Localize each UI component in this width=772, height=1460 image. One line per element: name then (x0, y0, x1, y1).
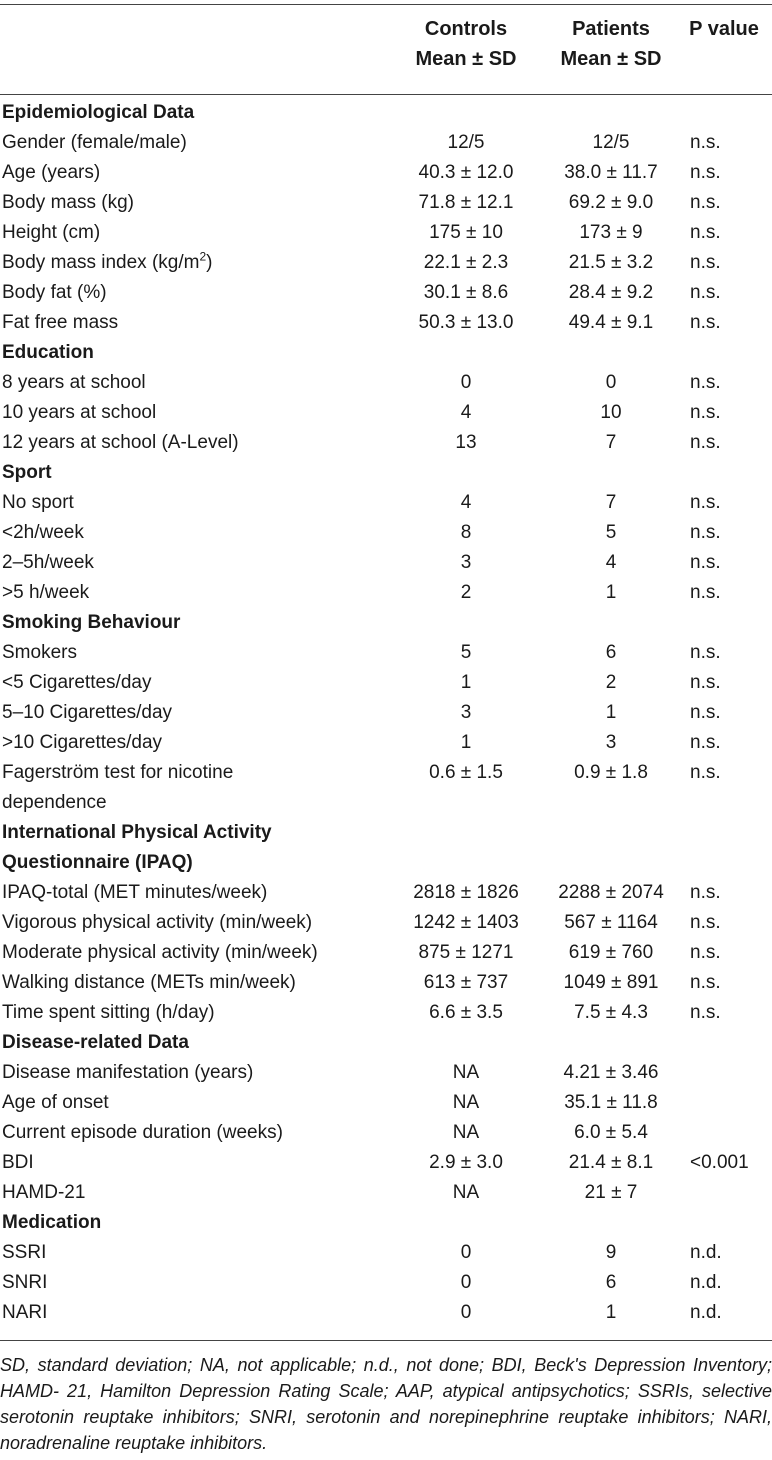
table-row (0, 698, 772, 728)
table-header (0, 14, 772, 74)
header-controls-line2: Mean ± SD (415, 48, 517, 70)
row-label (2, 1088, 382, 1118)
patients-value: 173 ± 9 (579, 222, 643, 243)
table-row (0, 578, 772, 608)
table-bottom-rule (0, 1340, 772, 1341)
controls-value: 8 (460, 522, 472, 543)
header-controls (386, 14, 546, 74)
p-value: n.d. (690, 1302, 722, 1323)
patients-value: 1049 ± 891 (563, 972, 659, 993)
controls-value: 1 (460, 672, 472, 693)
row-label-text: Fagerström test for nicotine (2, 762, 234, 783)
section-label (2, 1028, 382, 1058)
patients-value: 619 ± 760 (568, 942, 654, 963)
table-footnote: SD, standard deviation; NA, not applicable; n.d., not done; BDI, Beck's Depression Inventory; HAMD- 21, Hamilton Depression Rating Scale; AAP, atypical antipsychotics; SSRIs, selective serotonin reuptake inhibitors; SNRI, serotonin and norepinephrine reuptake inhibitors; NARI, noradrenaline reuptake inhibitors. (0, 1355, 772, 1453)
row-label (2, 368, 382, 398)
table-row (0, 278, 772, 308)
row-label-text: Epidemiological Data (2, 102, 195, 123)
row-label (2, 698, 382, 728)
patients-value: 7.5 ± 4.3 (574, 1002, 648, 1023)
controls-value: 13 (455, 432, 477, 453)
row-label (2, 158, 382, 188)
patients-value: 21.4 ± 8.1 (568, 1152, 654, 1173)
row-label-text: HAMD-21 (2, 1182, 86, 1203)
row-label-text: Fat free mass (2, 312, 119, 333)
row-label-text: Height (cm) (2, 222, 101, 243)
p-value: n.s. (690, 582, 721, 603)
row-label-text: SNRI (2, 1272, 48, 1293)
row-label-text: 5–10 Cigarettes/day (2, 702, 173, 723)
row-label (2, 1298, 382, 1328)
table-row (0, 938, 772, 968)
patients-value: 7 (605, 432, 617, 453)
section-header-row (0, 338, 772, 368)
row-label-text: Time spent sitting (h/day) (2, 1002, 215, 1023)
row-label-text: Body mass (kg) (2, 192, 134, 213)
p-value: n.s. (690, 192, 721, 213)
controls-value: NA (452, 1092, 480, 1113)
header-controls-line1: Controls (424, 18, 508, 40)
table-top-rule (0, 4, 772, 5)
table-row (0, 1268, 772, 1298)
table-row (0, 1058, 772, 1088)
row-label-text: NARI (2, 1302, 48, 1323)
controls-value: 4 (460, 492, 472, 513)
row-label-text: >10 Cigarettes/day (2, 732, 163, 753)
table-row (0, 728, 772, 758)
section-header-row (0, 1208, 772, 1238)
row-label (2, 1148, 382, 1178)
row-label-text: Body mass index (kg/m (2, 252, 200, 273)
controls-value: 5 (460, 642, 472, 663)
section-header-row (0, 98, 772, 128)
row-label-text: Age (years) (2, 162, 101, 183)
row-label (2, 548, 382, 578)
row-label-suffix: ) (206, 252, 213, 273)
p-value: n.s. (690, 312, 721, 333)
section-label (2, 818, 382, 848)
row-label-text: <2h/week (2, 522, 84, 543)
section-header-row (0, 458, 772, 488)
controls-value: 3 (460, 552, 472, 573)
row-label-text: 8 years at school (2, 372, 146, 393)
p-value: n.s. (690, 552, 721, 573)
row-label (2, 668, 382, 698)
table-row (0, 158, 772, 188)
row-label-text: Disease-related Data (2, 1032, 189, 1053)
p-value: n.s. (690, 762, 721, 783)
table-row (0, 878, 772, 908)
p-value: n.d. (690, 1242, 722, 1263)
row-label-text: >5 h/week (2, 582, 90, 603)
patients-value: 21 ± 7 (584, 1182, 638, 1203)
header-patients-line1: Patients (572, 18, 650, 40)
table-row (0, 398, 772, 428)
section-header-row (0, 1028, 772, 1058)
row-label (2, 1268, 382, 1298)
row-label (2, 878, 382, 908)
table-header-rule (0, 94, 772, 95)
row-label-text: Medication (2, 1212, 102, 1233)
row-label (2, 998, 382, 1028)
controls-value: 0 (460, 1272, 472, 1293)
table-row (0, 1118, 772, 1148)
row-label-text: Disease manifestation (years) (2, 1062, 254, 1083)
row-label (2, 518, 382, 548)
row-label (2, 248, 382, 278)
row-label-text: Current episode duration (weeks) (2, 1122, 283, 1143)
row-label-text: BDI (2, 1152, 34, 1173)
table-row (0, 758, 772, 818)
row-label (2, 758, 382, 818)
controls-value: 22.1 ± 2.3 (423, 252, 509, 273)
patients-value: 2288 ± 2074 (558, 882, 664, 903)
row-label (2, 1238, 382, 1268)
patients-value: 0 (605, 372, 617, 393)
controls-value: 2818 ± 1826 (413, 882, 519, 903)
controls-value: 0 (460, 1302, 472, 1323)
controls-value: 1242 ± 1403 (413, 912, 519, 933)
table-row (0, 668, 772, 698)
row-label-text: Body fat (%) (2, 282, 107, 303)
row-label (2, 1058, 382, 1088)
row-label-text: No sport (2, 492, 74, 513)
patients-value: 1 (605, 702, 617, 723)
patients-value: 12/5 (592, 132, 630, 153)
row-label (2, 968, 382, 998)
row-label-superscript: 2 (199, 249, 207, 264)
section-header-row (0, 818, 772, 848)
p-value: n.s. (690, 282, 721, 303)
patients-value: 0.9 ± 1.8 (574, 762, 648, 783)
controls-value: 4 (460, 402, 472, 423)
controls-value: NA (452, 1062, 480, 1083)
row-label-text: Moderate physical activity (min/week) (2, 942, 318, 963)
row-label (2, 488, 382, 518)
controls-value: 613 ± 737 (423, 972, 509, 993)
p-value: n.s. (690, 432, 721, 453)
table-row (0, 128, 772, 158)
section-label (2, 1208, 382, 1238)
controls-value: 175 ± 10 (429, 222, 503, 243)
patients-value: 3 (605, 732, 617, 753)
table-row (0, 188, 772, 218)
patients-value: 5 (605, 522, 617, 543)
patients-value: 38.0 ± 11.7 (564, 162, 658, 183)
row-label-text: Age of onset (2, 1092, 109, 1113)
table-row (0, 1298, 772, 1328)
row-label (2, 188, 382, 218)
section-label (2, 608, 382, 638)
header-pvalue (676, 14, 772, 44)
controls-value: 3 (460, 702, 472, 723)
patients-value: 4.21 ± 3.46 (563, 1062, 659, 1083)
p-value: n.s. (690, 402, 721, 423)
header-pvalue-label: P value (689, 18, 759, 40)
controls-value: 0 (460, 1242, 472, 1263)
controls-value: 2 (460, 582, 472, 603)
table-row (0, 248, 772, 278)
row-label (2, 908, 382, 938)
controls-value: 40.3 ± 12.0 (418, 162, 514, 183)
patients-value: 35.1 ± 11.8 (564, 1092, 658, 1113)
row-label-text: Smoking Behaviour (2, 612, 181, 633)
p-value: n.s. (690, 642, 721, 663)
row-label (2, 1178, 382, 1208)
patients-value: 49.4 ± 9.1 (568, 312, 654, 333)
p-value: n.s. (690, 222, 721, 243)
row-label (2, 218, 382, 248)
controls-value: 0 (460, 372, 472, 393)
row-label-text: Gender (female/male) (2, 132, 187, 153)
header-patients (546, 14, 676, 74)
controls-value: 2.9 ± 3.0 (429, 1152, 503, 1173)
row-label-text: International Physical Activity (2, 822, 272, 843)
row-label-text: Vigorous physical activity (min/week) (2, 912, 313, 933)
row-label-text-line2: dependence (2, 792, 107, 813)
table-row (0, 998, 772, 1028)
row-label-text: Questionnaire (IPAQ) (2, 852, 193, 873)
row-label-text: Sport (2, 462, 52, 483)
row-label-text: 12 years at school (A-Level) (2, 432, 239, 453)
table-row (0, 488, 772, 518)
row-label-text: Smokers (2, 642, 77, 663)
table-body (0, 98, 772, 1328)
section-label (2, 848, 382, 878)
patients-value: 21.5 ± 3.2 (568, 252, 654, 273)
p-value: n.s. (690, 522, 721, 543)
header-patients-line2: Mean ± SD (560, 48, 662, 70)
p-value: n.s. (690, 1002, 721, 1023)
row-label (2, 428, 382, 458)
p-value: n.s. (690, 672, 721, 693)
p-value: n.s. (690, 132, 721, 153)
table-row (0, 428, 772, 458)
p-value: n.s. (690, 882, 721, 903)
patients-value: 2 (605, 672, 617, 693)
p-value: n.d. (690, 1272, 722, 1293)
section-label (2, 458, 382, 488)
patients-value: 567 ± 1164 (564, 912, 658, 933)
row-label (2, 728, 382, 758)
patients-value: 28.4 ± 9.2 (568, 282, 654, 303)
row-label-text: Education (2, 342, 94, 363)
p-value: n.s. (690, 912, 721, 933)
table-row (0, 1148, 772, 1178)
table-row (0, 1238, 772, 1268)
p-value: n.s. (690, 252, 721, 273)
table-row (0, 548, 772, 578)
row-label-text: Walking distance (METs min/week) (2, 972, 296, 993)
controls-value: NA (452, 1122, 480, 1143)
controls-value: 71.8 ± 12.1 (418, 192, 514, 213)
p-value: n.s. (690, 942, 721, 963)
patients-value: 6 (605, 1272, 617, 1293)
controls-value: 12/5 (447, 132, 485, 153)
table-row (0, 218, 772, 248)
controls-value: 50.3 ± 13.0 (418, 312, 514, 333)
patients-value: 9 (605, 1242, 617, 1263)
row-label-text: IPAQ-total (MET minutes/week) (2, 882, 268, 903)
table-row (0, 1088, 772, 1118)
section-header-row (0, 848, 772, 878)
table-row (0, 518, 772, 548)
p-value: n.s. (690, 702, 721, 723)
p-value: n.s. (690, 372, 721, 393)
controls-value: 1 (460, 732, 472, 753)
patients-value: 1 (605, 1302, 617, 1323)
p-value: n.s. (690, 732, 721, 753)
p-value: <0.001 (690, 1152, 749, 1173)
patients-value: 69.2 ± 9.0 (568, 192, 654, 213)
patients-value: 7 (605, 492, 617, 513)
table-row (0, 908, 772, 938)
row-label-text: 10 years at school (2, 402, 157, 423)
controls-value: 6.6 ± 3.5 (429, 1002, 503, 1023)
p-value: n.s. (690, 492, 721, 513)
section-label (2, 98, 382, 128)
table-row (0, 308, 772, 338)
patients-value: 4 (605, 552, 617, 573)
row-label (2, 398, 382, 428)
section-label (2, 338, 382, 368)
row-label-text: 2–5h/week (2, 552, 94, 573)
controls-value: NA (452, 1182, 480, 1203)
controls-value: 30.1 ± 8.6 (423, 282, 509, 303)
patients-value: 6.0 ± 5.4 (574, 1122, 648, 1143)
row-label (2, 278, 382, 308)
patients-value: 6 (605, 642, 617, 663)
p-value: n.s. (690, 972, 721, 993)
row-label (2, 938, 382, 968)
patients-value: 1 (605, 582, 617, 603)
row-label (2, 308, 382, 338)
row-label-text: <5 Cigarettes/day (2, 672, 152, 693)
controls-value: 875 ± 1271 (418, 942, 514, 963)
table-row (0, 1178, 772, 1208)
row-label (2, 638, 382, 668)
patients-value: 10 (600, 402, 622, 423)
row-label (2, 578, 382, 608)
table-row (0, 638, 772, 668)
p-value: n.s. (690, 162, 721, 183)
controls-value: 0.6 ± 1.5 (429, 762, 503, 783)
row-label (2, 1118, 382, 1148)
table-row (0, 368, 772, 398)
row-label-text: SSRI (2, 1242, 47, 1263)
row-label (2, 128, 382, 158)
table-row (0, 968, 772, 998)
section-header-row (0, 608, 772, 638)
